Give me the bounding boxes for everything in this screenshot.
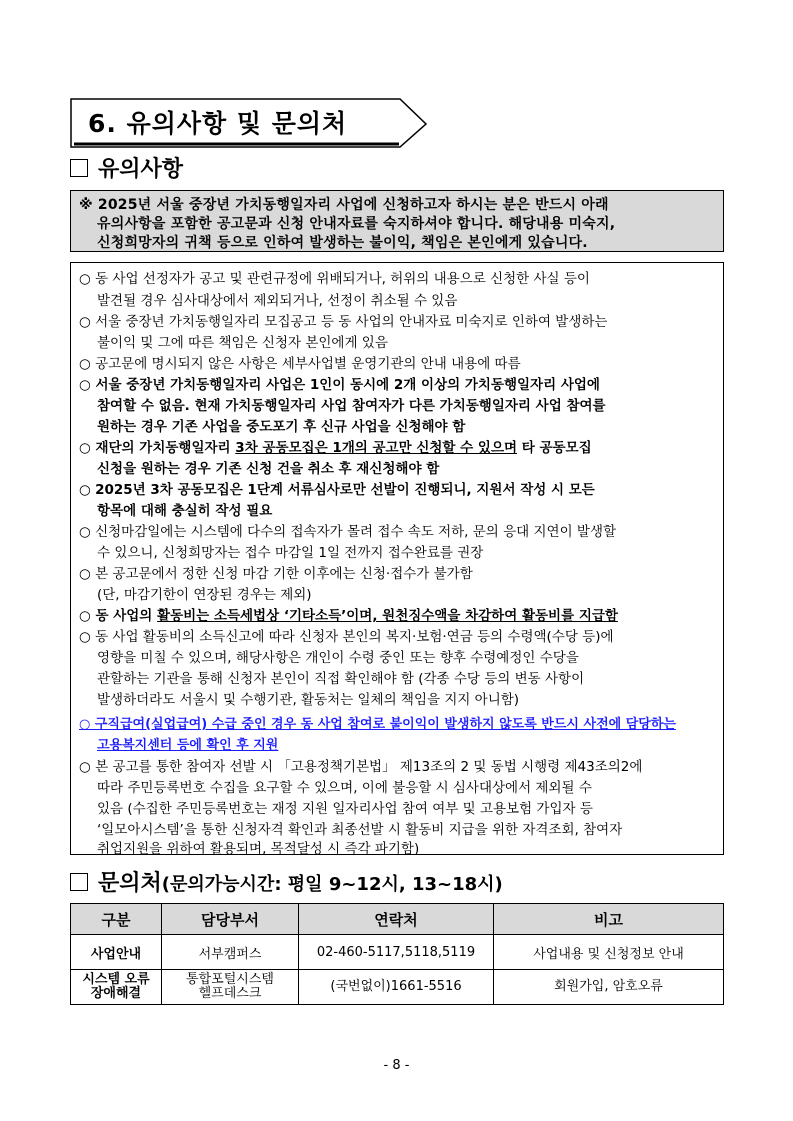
list-item-cont: 있음 (수집한 주민등록번호는 재정 지원 일자리사업 참여 여부 및 고용보험 가입자 등 (97, 801, 593, 817)
list-item: ○ 2025년 3차 공동모집은 1단계 서류심사로만 선발이 진행되니, 지원서 작성 시 모든 (79, 482, 595, 498)
section-title: 6. 유의사항 및 문의처 (88, 109, 348, 138)
list-item-cont: 참여할 수 없음. 현재 가치동행일자리 사업 참여자가 다른 가치동행일자리 사업 참여를 (97, 398, 606, 414)
notice-box (70, 190, 724, 252)
list-item-cont: 영향을 미칠 수 있으며, 해당사항은 개인이 수령 중인 또는 향후 수령예정인 수당을 (97, 650, 579, 666)
list-item-cont: 발견될 경우 심사대상에서 제외되거나, 선정이 취소될 수 있음 (97, 293, 458, 309)
table-cell: 사업안내 (71, 935, 162, 970)
notes-list-box (70, 262, 724, 855)
table-cell: (국번없이)1661-5516 (299, 970, 494, 1005)
page-number: - 8 - (383, 1058, 410, 1073)
list-item-cont: ‘일모아시스템’을 통한 신청자격 확인과 최종선발 시 활동비 지급을 위한 자격조회, 참여자 (97, 822, 623, 838)
list-item: ○ 동 사업 활동비의 소득신고에 따라 신청자 본인의 복지·보험·연금 등의 수령액(수당 등)에 (79, 629, 614, 645)
contact-table (70, 903, 724, 1005)
contact-hours: (문의가능시간: 평일 9~12시, 13~18시) (161, 874, 503, 895)
notes-heading (70, 152, 183, 183)
list-item: ○ 공고문에 명시되지 않은 사항은 세부사업별 운영기관의 안내 내용에 따름 (79, 356, 521, 372)
table-header: 담당부서 (162, 904, 299, 935)
checkbox-square-icon (70, 159, 88, 177)
list-item: ○ 재단의 가치동행일자리 3차 공동모집은 1개의 공고만 신청할 수 있으며 타 공동모집 (79, 440, 592, 456)
list-item-cont: 관할하는 기관을 통해 신청자 본인이 직접 확인해야 함 (각종 수당 등의 변동 사항이 (97, 671, 585, 687)
section-header-tab (70, 98, 428, 148)
table-cell: 서부캠퍼스 (162, 935, 299, 970)
list-item: ○ 본 공고문에서 정한 신청 마감 기한 이후에는 신청·접수가 불가함 (79, 566, 473, 582)
list-item-cont: 따라 주민등록번호 수집을 요구할 수 있으며, 이에 불응할 시 심사대상에서 제외될 수 (97, 780, 592, 796)
list-item-cont: 불이익 및 그에 따른 책임은 신청자 본인에게 있음 (97, 335, 388, 351)
notice-line-3: 신청희망자의 귀책 등으로 인하여 발생하는 불이익, 책임은 본인에게 있습니다. (97, 235, 588, 251)
table-cell: 사업내용 및 신청정보 안내 (494, 935, 724, 970)
notice-line-1: ※ 2025년 서울 중장년 가치동행일자리 사업에 신청하고자 하시는 분은 반드시 아래 (79, 197, 609, 213)
table-cell: 회원가입, 암호오류 (494, 970, 724, 1005)
notice-line-2: 유의사항을 포함한 공고문과 신청 안내자료를 숙지하셔야 합니다. 해당내용 미숙지, (97, 216, 616, 232)
table-header: 비고 (494, 904, 724, 935)
list-item-cont: (단, 마감기한이 연장된 경우는 제외) (97, 587, 312, 603)
list-item: ○ 서울 중장년 가치동행일자리 사업은 1인이 동시에 2개 이상의 가치동행일자리 사업에 (79, 377, 600, 393)
list-item: ○ 신청마감일에는 시스템에 다수의 접속자가 몰려 접수 속도 저하, 문의 응대 지연이 발생할 (79, 524, 617, 540)
list-item-cont: 원하는 경우 기존 사업을 중도포기 후 신규 사업을 신청해야 함 (97, 419, 466, 435)
table-cell: 02-460-5117,5118,5119 (299, 935, 494, 970)
table-header: 구분 (71, 904, 162, 935)
list-item-cont: 발생하더라도 서울시 및 수행기관, 활동처는 일체의 책임을 지지 아니함) (97, 692, 520, 708)
list-item-cont: 수 있으니, 신청희망자는 접수 마감일 1일 전까지 접수완료를 권장 (97, 545, 484, 561)
table-header-row (71, 904, 724, 935)
list-item: ○ 동 사업의 활동비는 소득세법상 ‘기타소득’이며, 원천징수액을 차감하여 활동비를 지급함 (79, 608, 618, 624)
table-cell: 통합포털시스템 헬프데스크 (162, 970, 299, 1005)
list-item-cont: 신청을 원하는 경우 기존 신청 건을 취소 후 재신청해야 함 (97, 461, 440, 477)
notes-heading-text: 유의사항 (98, 157, 184, 182)
list-item: ○ 본 공고를 통한 참여자 선발 시 「고용정책기본법」 제13조의 2 및 동법 시행령 제43조의2에 (79, 759, 643, 775)
table-header: 연락처 (299, 904, 494, 935)
contact-heading (70, 866, 503, 897)
list-item-highlight-cont: 고용복지센터 등에 확인 후 지원 (97, 738, 279, 753)
list-item: ○ 동 사업 선정자가 공고 및 관련규정에 위배되거나, 허위의 내용으로 신청한 사실 등이 (79, 271, 590, 287)
table-cell: 시스템 오류 장애해결 (71, 970, 162, 1005)
list-item: ○ 서울 중장년 가치동행일자리 모집공고 등 동 사업의 안내자료 미숙지로 인하여 발생하는 (79, 314, 608, 330)
list-item-cont: 취업지원을 위하여 활용되며, 목적달성 시 즉각 파기함) (97, 841, 420, 857)
list-item-cont: 항목에 대해 충실히 작성 필요 (97, 503, 273, 519)
table-row (71, 935, 724, 970)
list-item-highlight: ○ 구직급여(실업급여) 수급 중인 경우 동 사업 참여로 불이익이 발생하지 않도록 반드시 사전에 담당하는 (79, 717, 676, 732)
table-row (71, 970, 724, 1005)
checkbox-square-icon (70, 873, 88, 891)
contact-heading-text: 문의처 (98, 871, 162, 896)
